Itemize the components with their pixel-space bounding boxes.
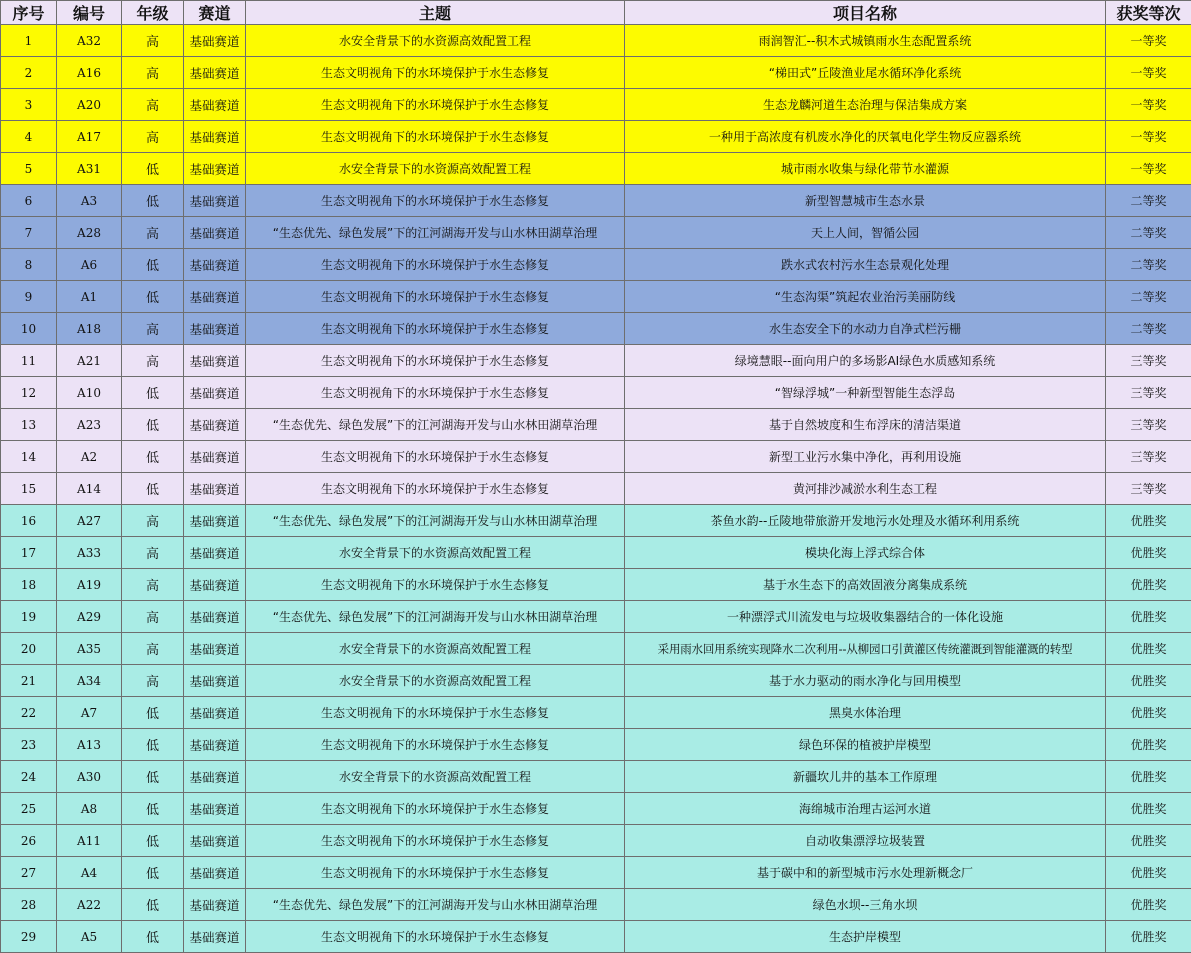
cell-track: 基础赛道 [184,761,246,793]
cell-code: A7 [57,697,122,729]
cell-award: 优胜奖 [1106,761,1191,793]
cell-award: 优胜奖 [1106,793,1191,825]
cell-seq: 1 [1,25,57,57]
cell-theme: 水安全背景下的水资源高效配置工程 [246,761,625,793]
cell-grade: 高 [122,89,184,121]
cell-theme: 水安全背景下的水资源高效配置工程 [246,665,625,697]
cell-track: 基础赛道 [184,377,246,409]
cell-track: 基础赛道 [184,569,246,601]
cell-track: 基础赛道 [184,409,246,441]
cell-code: A14 [57,473,122,505]
cell-code: A18 [57,313,122,345]
cell-grade: 低 [122,185,184,217]
cell-project: 基于水力驱动的雨水净化与回用模型 [625,665,1106,697]
cell-track: 基础赛道 [184,25,246,57]
cell-track: 基础赛道 [184,153,246,185]
cell-seq: 20 [1,633,57,665]
cell-project: “智绿浮城”一种新型智能生态浮岛 [625,377,1106,409]
cell-code: A4 [57,857,122,889]
cell-award: 优胜奖 [1106,665,1191,697]
cell-track: 基础赛道 [184,473,246,505]
cell-theme: 生态文明视角下的水环境保护于水生态修复 [246,249,625,281]
table-row [1,601,1191,633]
cell-track: 基础赛道 [184,537,246,569]
cell-grade: 低 [122,793,184,825]
cell-grade: 高 [122,505,184,537]
cell-grade: 高 [122,665,184,697]
table-row [1,793,1191,825]
cell-project: 黑臭水体治理 [625,697,1106,729]
cell-grade: 高 [122,537,184,569]
cell-grade: 低 [122,697,184,729]
cell-theme: 生态文明视角下的水环境保护于水生态修复 [246,473,625,505]
header-seq: 序号 [1,1,57,25]
table-row [1,697,1191,729]
cell-seq: 3 [1,89,57,121]
cell-seq: 24 [1,761,57,793]
table-row [1,825,1191,857]
table-row [1,761,1191,793]
cell-project: 生态护岸模型 [625,921,1106,953]
cell-project: 基于水生态下的高效固液分离集成系统 [625,569,1106,601]
cell-track: 基础赛道 [184,729,246,761]
table-row [1,665,1191,697]
cell-seq: 19 [1,601,57,633]
cell-track: 基础赛道 [184,121,246,153]
cell-project: 新型工业污水集中净化，再利用设施 [625,441,1106,473]
cell-code: A11 [57,825,122,857]
cell-code: A3 [57,185,122,217]
cell-grade: 低 [122,473,184,505]
cell-track: 基础赛道 [184,281,246,313]
cell-seq: 26 [1,825,57,857]
cell-theme: 生态文明视角下的水环境保护于水生态修复 [246,121,625,153]
cell-code: A21 [57,345,122,377]
header-track: 赛道 [184,1,246,25]
cell-grade: 低 [122,761,184,793]
cell-theme: 生态文明视角下的水环境保护于水生态修复 [246,857,625,889]
cell-project: 城市雨水收集与绿化带节水灌源 [625,153,1106,185]
cell-grade: 高 [122,57,184,89]
cell-seq: 11 [1,345,57,377]
cell-award: 优胜奖 [1106,825,1191,857]
cell-grade: 低 [122,249,184,281]
cell-grade: 低 [122,729,184,761]
cell-seq: 23 [1,729,57,761]
table-row [1,505,1191,537]
cell-project: 天上人间，智循公园 [625,217,1106,249]
cell-grade: 高 [122,633,184,665]
cell-award: 优胜奖 [1106,729,1191,761]
cell-code: A8 [57,793,122,825]
cell-award: 三等奖 [1106,377,1191,409]
cell-theme: “生态优先、绿色发展”下的江河湖海开发与山水林田湖草治理 [246,601,625,633]
cell-theme: 生态文明视角下的水环境保护于水生态修复 [246,377,625,409]
cell-award: 一等奖 [1106,121,1191,153]
cell-award: 一等奖 [1106,89,1191,121]
cell-track: 基础赛道 [184,889,246,921]
cell-track: 基础赛道 [184,505,246,537]
cell-project: 绿色水坝--三角水坝 [625,889,1106,921]
cell-project: 生态龙麟河道生态治理与保洁集成方案 [625,89,1106,121]
cell-grade: 高 [122,569,184,601]
cell-project: 新型智慧城市生态水景 [625,185,1106,217]
cell-code: A34 [57,665,122,697]
cell-theme: 生态文明视角下的水环境保护于水生态修复 [246,313,625,345]
cell-grade: 低 [122,441,184,473]
cell-track: 基础赛道 [184,313,246,345]
cell-seq: 6 [1,185,57,217]
cell-theme: 水安全背景下的水资源高效配置工程 [246,25,625,57]
cell-project: 自动收集漂浮垃圾装置 [625,825,1106,857]
cell-seq: 15 [1,473,57,505]
table-row [1,313,1191,345]
cell-seq: 7 [1,217,57,249]
cell-theme: 生态文明视角下的水环境保护于水生态修复 [246,697,625,729]
cell-project: 水生态安全下的水动力自净式栏污栅 [625,313,1106,345]
cell-code: A20 [57,89,122,121]
cell-track: 基础赛道 [184,601,246,633]
cell-project: 跌水式农村污水生态景观化处理 [625,249,1106,281]
cell-grade: 高 [122,313,184,345]
cell-award: 二等奖 [1106,313,1191,345]
cell-award: 优胜奖 [1106,537,1191,569]
table-row [1,377,1191,409]
cell-code: A33 [57,537,122,569]
cell-award: 优胜奖 [1106,633,1191,665]
cell-award: 二等奖 [1106,185,1191,217]
cell-track: 基础赛道 [184,825,246,857]
cell-seq: 2 [1,57,57,89]
cell-track: 基础赛道 [184,633,246,665]
cell-award: 优胜奖 [1106,697,1191,729]
cell-project: 黄河排沙减淤水利生态工程 [625,473,1106,505]
cell-code: A30 [57,761,122,793]
header-code: 编号 [57,1,122,25]
table-row [1,537,1191,569]
cell-theme: 水安全背景下的水资源高效配置工程 [246,537,625,569]
cell-grade: 高 [122,601,184,633]
table-row [1,249,1191,281]
table-row [1,57,1191,89]
cell-theme: 生态文明视角下的水环境保护于水生态修复 [246,441,625,473]
cell-track: 基础赛道 [184,249,246,281]
cell-track: 基础赛道 [184,441,246,473]
cell-track: 基础赛道 [184,185,246,217]
cell-track: 基础赛道 [184,857,246,889]
cell-track: 基础赛道 [184,57,246,89]
cell-track: 基础赛道 [184,697,246,729]
cell-seq: 25 [1,793,57,825]
cell-grade: 低 [122,153,184,185]
cell-code: A6 [57,249,122,281]
header-theme: 主题 [246,1,625,25]
cell-seq: 21 [1,665,57,697]
cell-track: 基础赛道 [184,793,246,825]
cell-award: 三等奖 [1106,345,1191,377]
cell-code: A10 [57,377,122,409]
cell-seq: 16 [1,505,57,537]
cell-seq: 13 [1,409,57,441]
cell-track: 基础赛道 [184,345,246,377]
cell-code: A28 [57,217,122,249]
table-row [1,121,1191,153]
cell-project: “生态沟渠”筑起农业治污美丽防线 [625,281,1106,313]
cell-project: 新疆坎儿井的基本工作原理 [625,761,1106,793]
cell-code: A1 [57,281,122,313]
cell-code: A29 [57,601,122,633]
cell-code: A13 [57,729,122,761]
cell-grade: 高 [122,121,184,153]
cell-project: 海绵城市治理古运河水道 [625,793,1106,825]
cell-track: 基础赛道 [184,921,246,953]
table-row [1,857,1191,889]
cell-theme: 生态文明视角下的水环境保护于水生态修复 [246,185,625,217]
table-row [1,345,1191,377]
cell-project: 一种用于高浓度有机废水净化的厌氧电化学生物反应器系统 [625,121,1106,153]
cell-seq: 28 [1,889,57,921]
cell-project: 绿境慧眼--面向用户的多场影AI绿色水质感知系统 [625,345,1106,377]
cell-track: 基础赛道 [184,217,246,249]
cell-award: 优胜奖 [1106,857,1191,889]
cell-grade: 高 [122,217,184,249]
cell-award: 一等奖 [1106,153,1191,185]
cell-code: A2 [57,441,122,473]
cell-code: A16 [57,57,122,89]
cell-project: 基于碳中和的新型城市污水处理新概念厂 [625,857,1106,889]
table-row [1,25,1191,57]
table-row [1,89,1191,121]
cell-theme: 生态文明视角下的水环境保护于水生态修复 [246,345,625,377]
cell-code: A31 [57,153,122,185]
cell-seq: 9 [1,281,57,313]
cell-grade: 低 [122,377,184,409]
cell-award: 二等奖 [1106,249,1191,281]
cell-code: A19 [57,569,122,601]
cell-project: 绿色环保的植被护岸模型 [625,729,1106,761]
table-row [1,569,1191,601]
header-row [1,1,1191,25]
cell-theme: 生态文明视角下的水环境保护于水生态修复 [246,281,625,313]
header-project: 项目名称 [625,1,1106,25]
cell-award: 一等奖 [1106,57,1191,89]
cell-grade: 低 [122,857,184,889]
table-row [1,409,1191,441]
cell-seq: 14 [1,441,57,473]
cell-code: A5 [57,921,122,953]
cell-grade: 低 [122,921,184,953]
cell-award: 三等奖 [1106,441,1191,473]
cell-theme: 生态文明视角下的水环境保护于水生态修复 [246,921,625,953]
cell-code: A23 [57,409,122,441]
table-row [1,729,1191,761]
cell-theme: 水安全背景下的水资源高效配置工程 [246,633,625,665]
cell-seq: 5 [1,153,57,185]
cell-project: 雨润智汇--积木式城镇雨水生态配置系统 [625,25,1106,57]
cell-track: 基础赛道 [184,665,246,697]
cell-project: 基于自然坡度和生布浮床的清洁渠道 [625,409,1106,441]
cell-theme: 生态文明视角下的水环境保护于水生态修复 [246,825,625,857]
cell-theme: “生态优先、绿色发展”下的江河湖海开发与山水林田湖草治理 [246,889,625,921]
cell-code: A35 [57,633,122,665]
table-row [1,217,1191,249]
cell-grade: 高 [122,25,184,57]
cell-project: 模块化海上浮式综合体 [625,537,1106,569]
table-row [1,185,1191,217]
table-row [1,441,1191,473]
cell-grade: 低 [122,281,184,313]
cell-theme: 生态文明视角下的水环境保护于水生态修复 [246,793,625,825]
cell-grade: 低 [122,409,184,441]
cell-grade: 高 [122,345,184,377]
cell-award: 二等奖 [1106,217,1191,249]
cell-seq: 27 [1,857,57,889]
table-row [1,153,1191,185]
cell-code: A17 [57,121,122,153]
table-row [1,473,1191,505]
cell-theme: 生态文明视角下的水环境保护于水生态修复 [246,89,625,121]
cell-award: 一等奖 [1106,25,1191,57]
table-body [1,25,1191,953]
cell-award: 优胜奖 [1106,889,1191,921]
header-award: 获奖等次 [1106,1,1191,25]
cell-award: 优胜奖 [1106,505,1191,537]
cell-seq: 29 [1,921,57,953]
cell-theme: “生态优先、绿色发展”下的江河湖海开发与山水林田湖草治理 [246,217,625,249]
cell-grade: 低 [122,825,184,857]
cell-theme: 水安全背景下的水资源高效配置工程 [246,153,625,185]
cell-theme: “生态优先、绿色发展”下的江河湖海开发与山水林田湖草治理 [246,505,625,537]
cell-theme: “生态优先、绿色发展”下的江河湖海开发与山水林田湖草治理 [246,409,625,441]
table-row [1,889,1191,921]
cell-seq: 4 [1,121,57,153]
table-row [1,921,1191,953]
cell-code: A22 [57,889,122,921]
table-row [1,633,1191,665]
cell-seq: 22 [1,697,57,729]
cell-code: A32 [57,25,122,57]
cell-project: 一种漂浮式川流发电与垃圾收集器结合的一体化设施 [625,601,1106,633]
cell-seq: 10 [1,313,57,345]
cell-award: 三等奖 [1106,473,1191,505]
cell-award: 三等奖 [1106,409,1191,441]
cell-seq: 12 [1,377,57,409]
cell-theme: 生态文明视角下的水环境保护于水生态修复 [246,569,625,601]
cell-code: A27 [57,505,122,537]
table-row [1,281,1191,313]
cell-track: 基础赛道 [184,89,246,121]
cell-project: 采用雨水回用系统实现降水二次利用--从柳园口引黄灌区传统灌溉到智能灌溉的转型 [625,633,1106,665]
cell-project: “梯田式”丘陵渔业尾水循环净化系统 [625,57,1106,89]
cell-seq: 18 [1,569,57,601]
cell-project: 茶鱼水韵--丘陵地带旅游开发地污水处理及水循环利用系统 [625,505,1106,537]
cell-seq: 8 [1,249,57,281]
cell-award: 优胜奖 [1106,569,1191,601]
cell-theme: 生态文明视角下的水环境保护于水生态修复 [246,57,625,89]
cell-grade: 低 [122,889,184,921]
header-grade: 年级 [122,1,184,25]
cell-award: 优胜奖 [1106,601,1191,633]
cell-award: 优胜奖 [1106,921,1191,953]
cell-seq: 17 [1,537,57,569]
cell-award: 二等奖 [1106,281,1191,313]
cell-theme: 生态文明视角下的水环境保护于水生态修复 [246,729,625,761]
